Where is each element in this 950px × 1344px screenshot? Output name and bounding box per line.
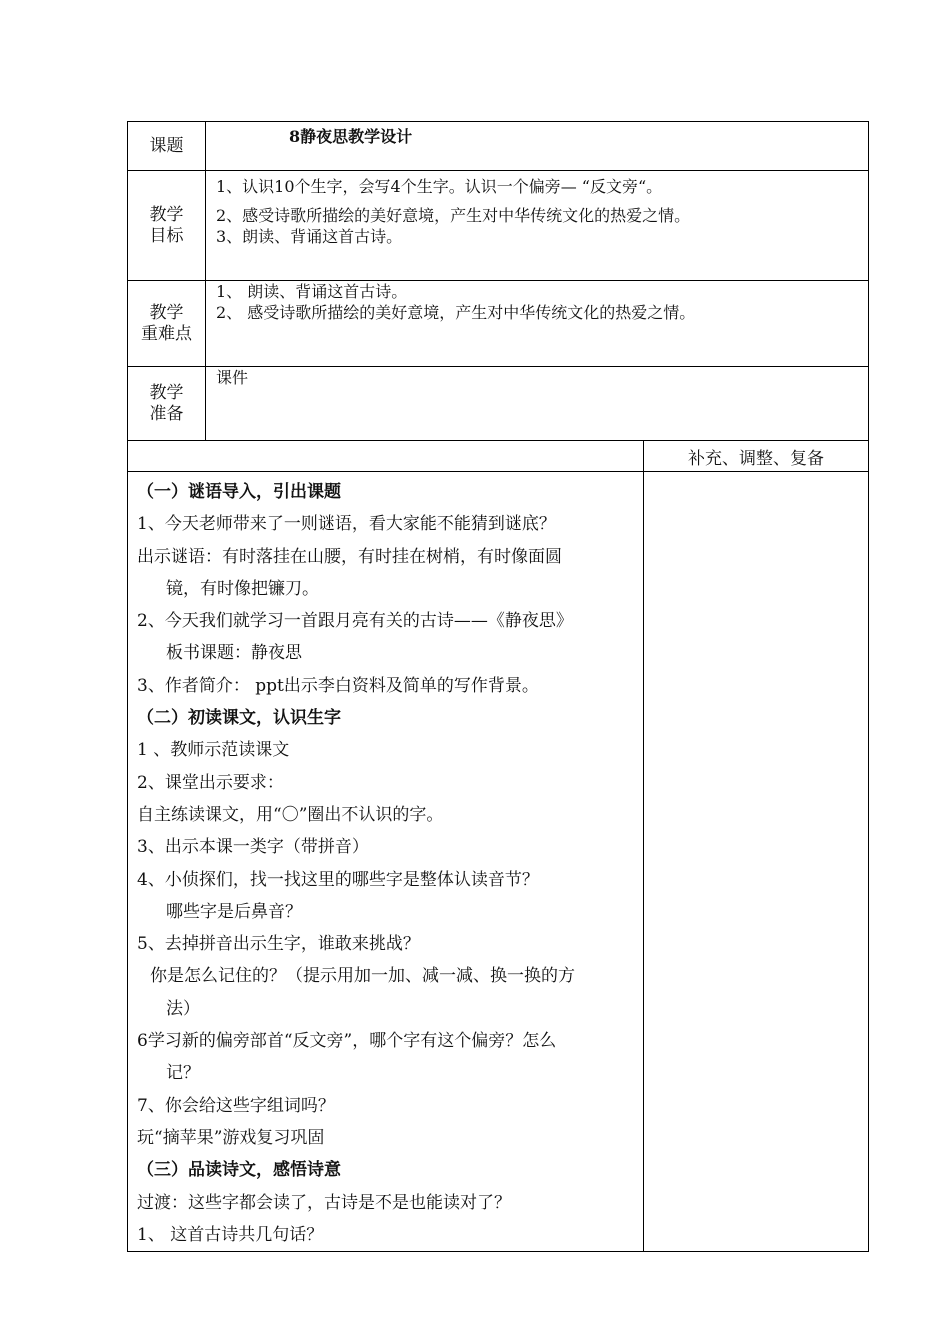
body-line: 镜，有时像把镰刀。 — [166, 578, 319, 599]
body-line: 哪些字是后鼻音？ — [166, 901, 302, 922]
goal-item: 2、感受诗歌所描绘的美好意境，产生对中华传统文化的热爱之情。 — [216, 206, 691, 225]
teaching-process-cell — [128, 472, 644, 1252]
goals-cell — [206, 171, 869, 281]
body-line: 记？ — [166, 1063, 200, 1084]
keypoints-cell — [206, 281, 869, 367]
side-notes-header: 补充、调整、复备 — [644, 441, 869, 472]
prep-text: 课件 — [216, 368, 249, 387]
goals-row — [128, 171, 869, 281]
body-line: 3、出示本课一类字（带拼音） — [137, 837, 369, 858]
body-line: 法） — [166, 998, 200, 1019]
topic-row — [128, 122, 869, 171]
prep-label: 教学 准备 — [128, 367, 206, 441]
keypoints-label: 教学 重难点 — [128, 281, 206, 367]
body-line: 你是怎么记住的？（提示用加一加、减一减、换一换的方 — [150, 966, 575, 987]
goal-item: 1、认识10个生字，会写4个生字。认识一个偏旁— “反文旁“。 — [216, 177, 663, 196]
section-heading: （二）初读课文，认识生字 — [137, 708, 341, 729]
lesson-title: 8静夜思教学设计 — [289, 127, 413, 146]
body-line: 7、你会给这些字组词吗？ — [137, 1095, 335, 1116]
body-line: 2、今天我们就学习一首跟月亮有关的古诗——《静夜思》 — [137, 611, 573, 632]
lesson-plan-page — [127, 121, 868, 1252]
body-line: 1、今天老师带来了一则谜语，看大家能不能猜到谜底？ — [137, 514, 556, 535]
body-line: 玩“摘苹果”游戏复习巩固 — [137, 1127, 325, 1148]
body-line: 过渡：这些字都会读了，古诗是不是也能读对了？ — [137, 1192, 511, 1213]
prep-row — [128, 367, 869, 441]
section-header-row — [128, 441, 869, 472]
header-blank-cell — [128, 441, 644, 472]
body-line: 出示谜语：有时落挂在山腰，有时挂在树梢，有时像面圆 — [137, 546, 562, 567]
goal-item: 3、朗读、背诵这首古诗。 — [216, 227, 403, 246]
body-line: 2、课堂出示要求： — [137, 772, 284, 793]
topic-cell — [206, 122, 869, 171]
topic-label: 课题 — [128, 122, 206, 171]
keypoint-item: 1、 朗读、背诵这首古诗。 — [216, 282, 408, 301]
body-line: 自主练读课文，用“〇”圈出不认识的字。 — [137, 804, 444, 825]
body-line: 4、小侦探们，找一找这里的哪些字是整体认读音节？ — [137, 869, 539, 890]
body-line: 1 、教师示范读课文 — [137, 740, 290, 761]
section-heading: （一）谜语导入，引出课题 — [137, 482, 341, 502]
body-line: 5、去掉拼音出示生字，谁敢来挑战？ — [137, 934, 420, 955]
body-line: 1、 这首古诗共几句话？ — [137, 1224, 324, 1245]
keypoints-row — [128, 281, 869, 367]
body-line: 3、作者简介： ppt出示李白资料及简单的写作背景。 — [137, 675, 539, 696]
lesson-plan-table — [127, 121, 869, 1252]
body-row — [128, 472, 869, 1252]
body-line: 6学习新的偏旁部首“反文旁”，哪个字有这个偏旁？怎么 — [137, 1031, 557, 1052]
body-line: 板书课题：静夜思 — [166, 643, 302, 664]
keypoint-item: 2、 感受诗歌所描绘的美好意境，产生对中华传统文化的热爱之情。 — [216, 303, 696, 322]
goals-label: 教学 目标 — [128, 171, 206, 281]
side-notes-cell — [644, 472, 869, 1252]
section-heading: （三）品读诗文，感悟诗意 — [137, 1160, 341, 1181]
prep-cell — [206, 367, 869, 441]
